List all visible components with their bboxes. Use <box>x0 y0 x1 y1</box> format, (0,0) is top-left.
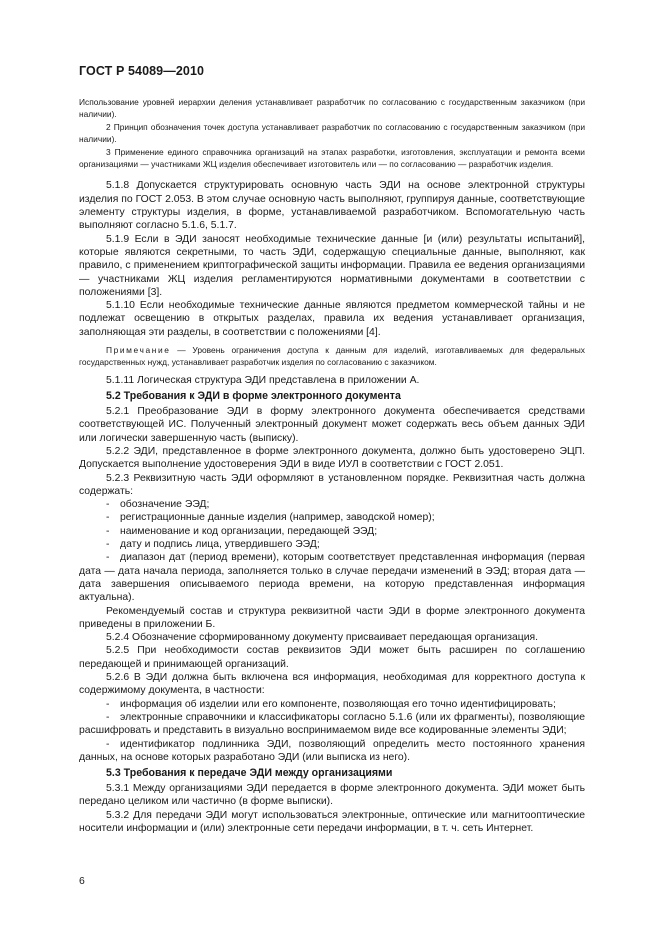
paragraph-recommended: Рекомендуемый состав и структура реквизитной части ЭДИ в форме электронного документа приведены в приложении Б. <box>79 605 585 630</box>
paragraph-5-1-11: 5.1.11 Логическая структура ЭДИ представлена в приложении А. <box>106 374 420 386</box>
paragraph-5-1-9: 5.1.9 Если в ЭДИ заносят необходимые технические данные [и (или) результаты испытаний], которые являются секретными, то часть ЭДИ, содержащую специальные данные, выполняют, как правило, с применением криптографической защиты информации. Правила ее ведения организациями — участниками ЖЦ изделия регламентируются нормативными документами в соответствии с положениями [3]. <box>79 233 585 298</box>
paragraph-5-2-1: 5.2.1 Преобразование ЭДИ в форму электронного документа обеспечивается средствами соответствующей ИС. Полученный электронный документ может содержать весь объем данных ЭДИ или логически завершенную часть (выписку). <box>79 406 585 444</box>
list-item: - дату и подпись лица, утвердившего ЭЭД; <box>106 539 320 551</box>
paragraph-5-2-5: 5.2.5 При необходимости состав реквизитов ЭДИ может быть расширен по соглашению передающей и принимающей организаций. <box>79 645 585 670</box>
list-item: - регистрационные данные изделия (например, заводской номер); <box>106 512 435 524</box>
note-paragraph: Использование уровней иерархии деления устанавливает разработчик по согласованию с государственным заказчиком (при наличии). <box>79 97 585 120</box>
note-text: — Уровень ограничения доступа к данным для изделий, изготавливаемых для федеральных государственных нужд, устанавливает разработчик изделия по согласованию с заказчиком. <box>79 345 585 368</box>
paragraph-5-2-6: 5.2.6 В ЭДИ должна быть включена вся информация, необходимая для корректного доступа к содержимому документа, в частности: <box>79 672 585 697</box>
list-item: - наименование и код организации, передающей ЭЭД; <box>106 525 378 537</box>
section-heading-5-3: 5.3 Требования к передаче ЭДИ между организациями <box>106 767 393 780</box>
list-item: - обозначение ЭЭД; <box>106 499 210 511</box>
section-heading-5-2: 5.2 Требования к ЭДИ в форме электронного документа <box>106 390 401 403</box>
note-paragraph: 3 Применение единого справочника организаций на этапах разработки, изготовления, эксплуатации и ремонта всеми организациями — участниками ЖЦ изделия обеспечивает изготовитель или — по согласованию — разработчик изделия. <box>79 146 585 170</box>
list-item: - идентификатор подлинника ЭДИ, позволяющий определить место постоянного хранения данных, на основе которых разработано ЭДИ (или выписка из него). <box>79 738 585 763</box>
page-content <box>79 96 585 835</box>
paragraph-5-2-4: 5.2.4 Обозначение сформированному документу присваивает передающая организация. <box>106 632 539 644</box>
list-item: - информация об изделии или его компоненте, позволяющая его точно идентифицировать; <box>106 698 556 710</box>
paragraph-5-1-8: 5.1.8 Допускается структурировать основную часть ЭДИ на основе электронной структуры изделия по ГОСТ 2.053. В этом случае основную часть выполняют, группируя данные, соответствующие элементу структуры изделия, в форме, устанавливаемой разработчиком. Вспомогательную часть выполняют согласно 5.1.6, 5.1.7. <box>79 180 585 232</box>
document-header: ГОСТ Р 54089—2010 <box>79 64 205 78</box>
page-number: 6 <box>79 876 85 887</box>
note-paragraph: 2 Принцип обозначения точек доступа устанавливает разработчик по согласованию с государственным заказчиком (при наличии). <box>79 121 585 145</box>
paragraph-5-2-3: 5.2.3 Реквизитную часть ЭДИ оформляют в установленном порядке. Реквизитная часть должна содержать: <box>79 472 585 497</box>
paragraph-5-3-2: 5.3.2 Для передачи ЭДИ могут использоваться электронные, оптические или магнитооптические носители информации и (или) электронные сети передачи информации, в т. ч. сеть Интернет. <box>79 809 585 835</box>
list-item: - электронные справочники и классификаторы согласно 5.1.6 (или их фрагменты), позволяющие расшифровать и представить в визуально воспринимаемом виде все кодированные элементы ЭДИ; <box>79 711 585 737</box>
note-paragraph <box>79 344 585 369</box>
note-label: Примечание <box>106 345 171 355</box>
paragraph-5-2-2: 5.2.2 ЭДИ, представленное в форме электронного документа, должно быть удостоверено ЭЦП. Допускается выполнение удостоверения ЭДИ в виде ИУЛ в соответствии с ГОСТ 2.051. <box>79 446 585 471</box>
list-item: - диапазон дат (период времени), которым соответствует представленная информация (первая дата — дата начала периода, заполняется только в случае передачи изменений в ЭЭД; вторая дата — дата завершения описываемого периода времени, на которую представленная информация актуальна). <box>79 552 585 604</box>
paragraph-5-3-1: 5.3.1 Между организациями ЭДИ передается в форме электронного документа. ЭДИ может быть передано целиком или частично (в форме выписки). <box>79 783 585 808</box>
paragraph-5-1-10: 5.1.10 Если необходимые технические данные являются предметом коммерческой тайны и не подлежат освещению в открытых разделах, правила их ведения устанавливает организация, заполняющая эти разделы, в соответствии с положениями [4]. <box>79 300 585 338</box>
